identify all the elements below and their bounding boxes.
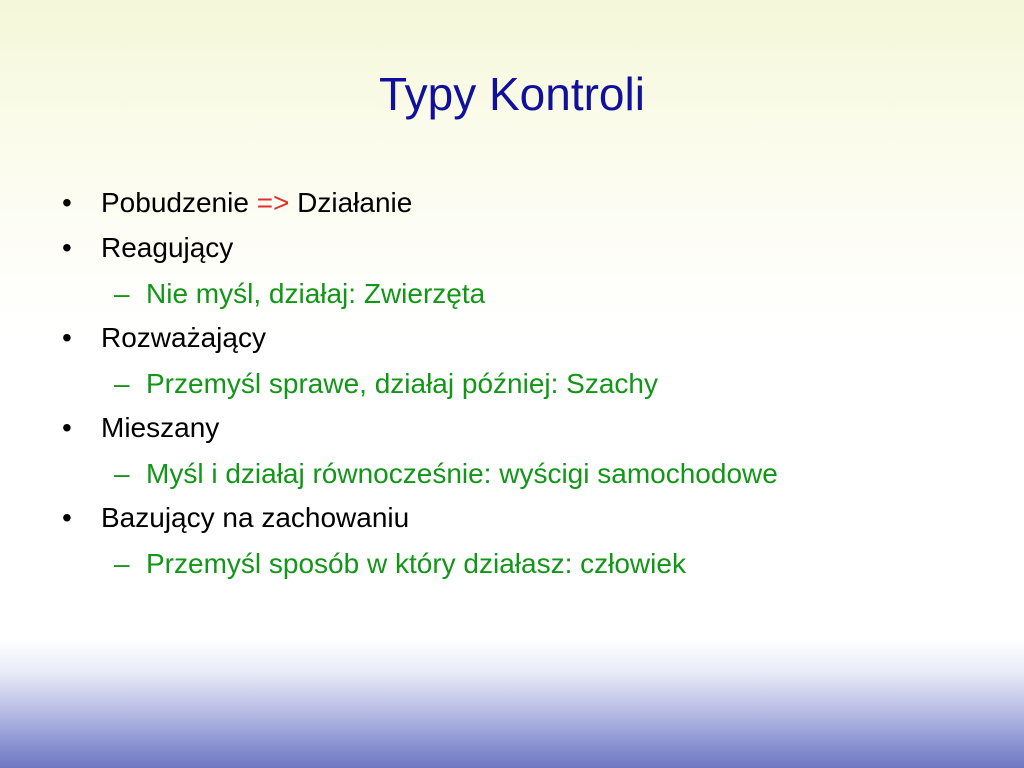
bullet-text: Reagujący (101, 232, 234, 263)
bullet-text: Mieszany (101, 412, 220, 443)
sub-bullet-dash: – (114, 458, 130, 489)
sub-bullet-dash: – (114, 548, 130, 579)
sub-bullet-dash: – (114, 278, 130, 309)
sub-bullet-text: Przemyśl sprawe, działaj później: Szachy (146, 368, 658, 399)
slide-title: Typy Kontroli (379, 68, 645, 120)
sub-bullet-text: Przemyśl sposób w który działasz: człowiek (146, 548, 686, 579)
bullet-text: Rozważający (101, 322, 266, 353)
bullet-text (101, 183, 412, 223)
sub-bullet-text: Myśl i działaj równocześnie: wyścigi samochodowe (146, 458, 778, 489)
sub-bullet-dash: – (114, 368, 130, 399)
arrow-symbol: => (256, 187, 290, 218)
sub-bullet-text: Nie myśl, działaj: Zwierzęta (146, 278, 486, 309)
bullet-dot: • (62, 502, 72, 533)
bullet-dot: • (62, 187, 72, 218)
bullet-dot: • (62, 412, 72, 443)
bullet-text-end: Działanie (297, 187, 413, 218)
bullet-dot: • (62, 322, 72, 353)
bullet-text-start: Pobudzenie (101, 187, 249, 218)
bullet-text: Bazujący na zachowaniu (101, 502, 410, 533)
bullet-dot: • (62, 232, 72, 263)
